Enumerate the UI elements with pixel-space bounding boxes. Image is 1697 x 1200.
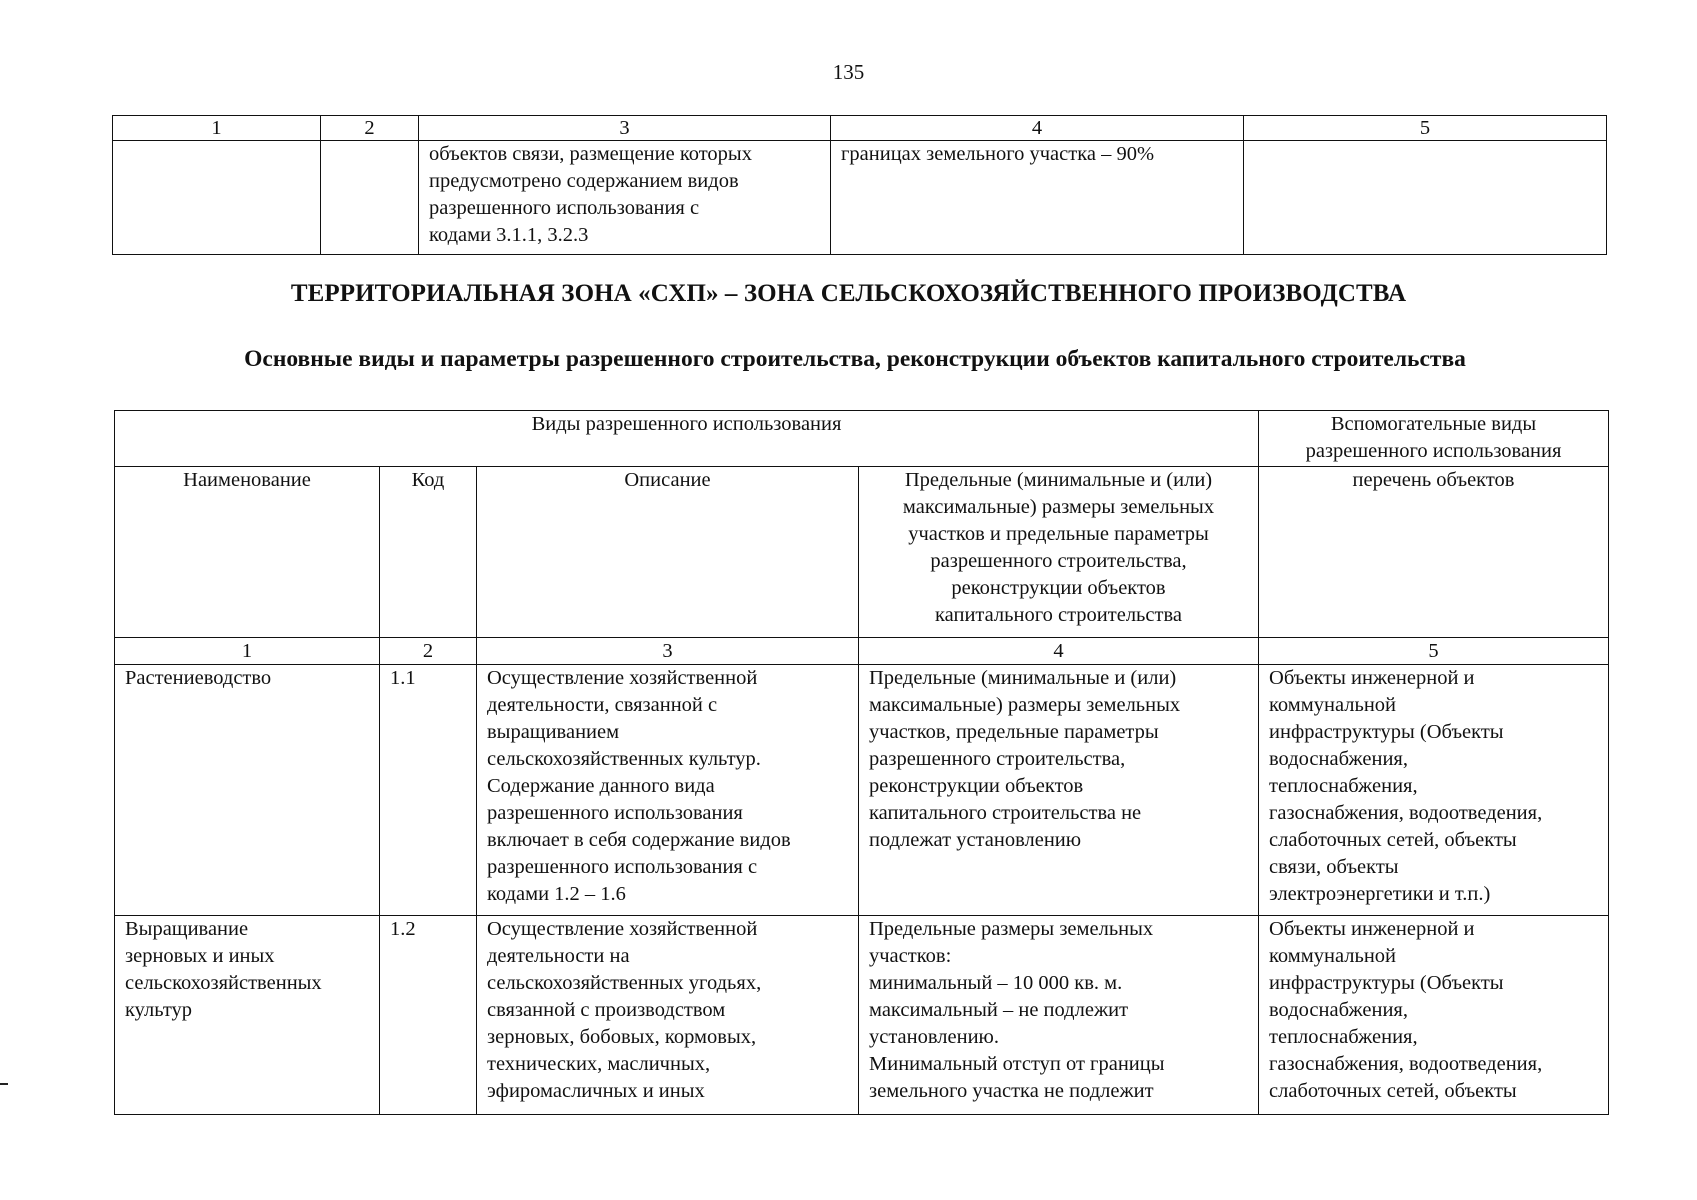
table-cell	[1244, 141, 1607, 255]
section-title: Основные виды и параметры разрешенного строительства, реконструкции объектов капитального строительства	[244, 346, 1466, 372]
use-objects: Объекты инженерной и коммунальной инфраструктуры (Объекты водоснабжения, теплоснабжения, газоснабжения, водоотведения, слаботочных сетей, объекты связи, объекты электроэнергетики и т.п.)	[1259, 665, 1609, 916]
table-cell	[419, 141, 831, 255]
limits-text: границах земельного участка – 90%	[841, 143, 1155, 165]
use-code: 1.1	[380, 665, 477, 916]
use-description: Осуществление хозяйственной деятельности на сельскохозяйственных угодьях, связанной с производством зерновых, бобовых, кормовых, технических, масличных, эфиромасличных и иных	[477, 916, 859, 1115]
column-number: 2	[380, 638, 477, 665]
header-name: Наименование	[115, 467, 380, 638]
use-objects: Объекты инженерной и коммунальной инфраструктуры (Объекты водоснабжения, теплоснабжения, газоснабжения, водоотведения, слаботочных сетей, объекты	[1259, 916, 1609, 1115]
description-text: объектов связи, размещение которых предусмотрено содержанием видов разрешенного использования с кодами 3.1.1, 3.2.3	[429, 143, 752, 246]
column-number: 3	[477, 638, 859, 665]
column-number: 5	[1244, 116, 1607, 141]
column-header-row	[115, 467, 1609, 638]
table-cell	[113, 141, 321, 255]
table-row	[113, 141, 1607, 255]
use-code: 1.2	[380, 916, 477, 1115]
use-limits: Предельные размеры земельных участков: минимальный – 10 000 кв. м. максимальный – не подлежит установлению. Минимальный отступ от границы земельного участка не подлежит	[859, 916, 1259, 1115]
continued-table	[112, 115, 1607, 255]
group-header-row	[115, 411, 1609, 467]
header-objects: перечень объектов	[1259, 467, 1609, 638]
column-number: 5	[1259, 638, 1609, 665]
column-numbers-row	[113, 116, 1607, 141]
header-limits: Предельные (минимальные и (или) максимальные) размеры земельных участков и предельные параметры разрешенного строительства, реконструкции объектов капитального строительства	[859, 467, 1259, 638]
column-numbers-row	[115, 638, 1609, 665]
use-name: Выращивание зерновых и иных сельскохозяйственных культур	[115, 916, 380, 1115]
page-number: 135	[832, 60, 865, 84]
use-name: Растениеводство	[115, 665, 380, 916]
column-number: 1	[115, 638, 380, 665]
use-description: Осуществление хозяйственной деятельности, связанной с выращиванием сельскохозяйственных культур. Содержание данного вида разрешенного использования включает в себя содержание видов разрешенного использования с кодами 1.2 – 1.6	[477, 665, 859, 916]
group-header: Виды разрешенного использования	[115, 411, 1259, 467]
header-description: Описание	[477, 467, 859, 638]
column-number: 4	[859, 638, 1259, 665]
scan-edge-mark	[0, 1083, 8, 1085]
land-use-table	[114, 410, 1609, 1115]
header-code: Код	[380, 467, 477, 638]
table-cell	[831, 141, 1244, 255]
table-cell	[321, 141, 419, 255]
column-number: 2	[321, 116, 419, 141]
column-number: 1	[113, 116, 321, 141]
zone-title: ТЕРРИТОРИАЛЬНАЯ ЗОНА «СХП» – ЗОНА СЕЛЬСКОХОЗЯЙСТВЕННОГО ПРОИЗВОДСТВА	[290, 280, 1407, 307]
table-row	[115, 665, 1609, 916]
table-row	[115, 916, 1609, 1115]
aux-header: Вспомогательные виды разрешенного использования	[1259, 411, 1609, 467]
use-limits: Предельные (минимальные и (или) максимальные) размеры земельных участков, предельные параметры разрешенного строительства, реконструкции объектов капитального строительства не подлежат установлению	[859, 665, 1259, 916]
column-number: 3	[419, 116, 831, 141]
column-number: 4	[831, 116, 1244, 141]
